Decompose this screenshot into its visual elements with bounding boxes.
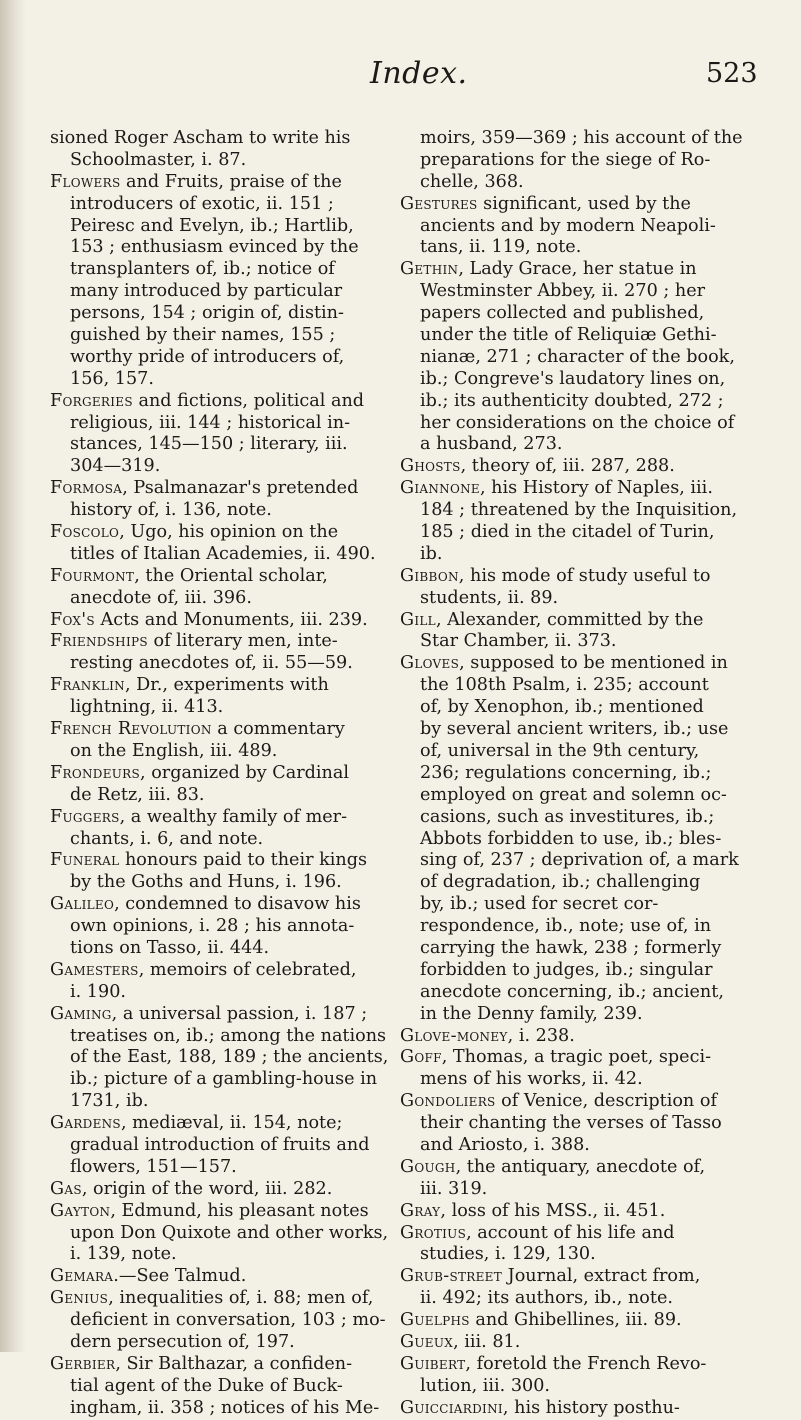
index-headword: Giannone — [400, 478, 480, 499]
index-text: lution, iii. 300. — [420, 1375, 551, 1396]
index-line — [50, 675, 372, 697]
index-text: casions, such as investitures, ib.; — [420, 806, 715, 827]
index-headword: Gayton — [50, 1200, 111, 1221]
running-head — [0, 56, 801, 96]
index-line — [50, 566, 372, 588]
index-line — [50, 1332, 372, 1354]
index-headword: Gestures — [400, 193, 478, 214]
index-text: employed on great and solemn oc- — [420, 784, 727, 805]
book-spine-shadow — [0, 0, 26, 1352]
index-text: , a wealthy family of mer- — [119, 806, 348, 827]
index-line — [50, 763, 372, 785]
index-line — [50, 413, 372, 435]
index-headword: Grotius — [400, 1222, 467, 1243]
index-text: chants, i. 6, and note. — [70, 828, 264, 849]
index-line — [50, 150, 372, 172]
index-line — [400, 784, 727, 807]
index-line — [400, 675, 720, 697]
index-text: by, ib.; used for secret cor- — [420, 894, 659, 915]
index-text: ib.; its authenticity doubted, 272 ; — [420, 390, 724, 411]
index-text: 153 ; enthusiasm evinced by the — [70, 237, 359, 258]
index-line — [400, 1244, 720, 1266]
index-headword: Gloves — [400, 653, 460, 674]
index-line — [50, 631, 372, 653]
index-line — [400, 216, 720, 238]
index-text: a husband, 273. — [420, 434, 563, 455]
index-text: , origin of the word, iii. 282. — [81, 1178, 333, 1199]
index-line — [50, 434, 372, 456]
index-line — [400, 368, 726, 391]
index-line — [50, 982, 372, 1004]
index-line — [50, 281, 372, 303]
index-text: and Ghibellines, iii. 89. — [469, 1310, 682, 1331]
index-text: deficient in conversation, 103 ; mo- — [70, 1310, 386, 1331]
index-text: chelle, 368. — [420, 171, 524, 192]
index-line — [50, 785, 372, 807]
index-headword: Flowers — [50, 171, 121, 192]
index-text: lightning, ii. 413. — [70, 697, 224, 718]
index-line — [400, 938, 720, 960]
index-line — [50, 1201, 372, 1223]
index-text: persons, 154 ; origin of, distin- — [70, 303, 344, 324]
index-line — [50, 1354, 372, 1376]
index-headword: Fox's — [50, 609, 95, 630]
index-text: , the Oriental scholar, — [134, 565, 328, 586]
index-text: , Alexander, committed by the — [435, 609, 704, 630]
index-headword: Grub-street — [400, 1266, 503, 1287]
index-line — [400, 588, 720, 610]
index-text: ii. 492; its authors, ib., note. — [420, 1288, 673, 1309]
index-line — [400, 850, 739, 872]
index-text: de Retz, iii. 83. — [70, 784, 205, 805]
index-line — [400, 303, 720, 325]
index-line — [50, 303, 372, 325]
index-text: of Venice, description of — [495, 1091, 717, 1112]
index-line — [400, 1398, 720, 1420]
index-headword: Gas — [50, 1178, 82, 1199]
index-line — [50, 391, 372, 413]
index-line — [400, 1376, 720, 1398]
index-headword: Forgeries — [50, 390, 133, 411]
index-text: studies, i. 129, 130. — [420, 1244, 596, 1265]
index-text: tions on Tasso, ii. 444. — [70, 937, 270, 958]
index-text: flowers, 151—157. — [70, 1156, 237, 1177]
index-text: ib. — [420, 543, 443, 564]
index-line — [50, 610, 372, 632]
index-line — [50, 1069, 378, 1091]
index-line — [50, 1047, 389, 1069]
index-text: gradual introduction of fruits and — [70, 1134, 370, 1155]
index-headword: Genius — [50, 1288, 109, 1309]
index-headword: Gerbier — [50, 1353, 116, 1374]
index-text: anecdote of, iii. 396. — [70, 587, 252, 608]
index-text: significant, used by the — [477, 193, 691, 214]
index-line — [50, 522, 372, 544]
index-headword: Gray — [400, 1200, 441, 1221]
index-line — [400, 981, 724, 1004]
index-line — [400, 1310, 720, 1332]
index-line — [400, 1288, 720, 1310]
index-text: , loss of his MSS., ii. 451. — [440, 1200, 666, 1221]
index-text: history of, i. 136, note. — [70, 500, 272, 521]
index-text: Abbots forbidden to use, ib.; bles- — [420, 828, 722, 849]
index-text: of degradation, ib.; challenging — [420, 872, 701, 893]
index-headword: Gueux — [400, 1331, 454, 1352]
index-line — [50, 872, 372, 894]
index-headword: Frondeurs — [50, 762, 141, 783]
index-headword: Fuggers — [50, 806, 120, 827]
index-headword: Friendships — [50, 631, 148, 652]
index-line — [50, 500, 372, 522]
index-headword: Gondoliers — [400, 1091, 496, 1112]
index-line — [400, 1223, 720, 1245]
running-title: Index. — [370, 56, 468, 91]
index-text: , Thomas, a tragic poet, speci- — [441, 1047, 712, 1068]
index-text: introducers of exotic, ii. 151 ; — [70, 193, 334, 214]
page-number: 523 — [706, 58, 758, 89]
index-text: of, universal in the 9th century, — [420, 740, 700, 761]
index-line — [400, 1004, 720, 1026]
index-line — [400, 390, 724, 413]
index-line — [50, 1025, 387, 1048]
index-text: , his history posthu- — [502, 1397, 680, 1418]
index-text: mens of his works, ii. 42. — [420, 1069, 643, 1090]
index-text: sing of, 237 ; deprivation of, a mark — [420, 850, 739, 871]
index-text: i. 190. — [70, 981, 126, 1002]
index-text: her considerations on the choice of — [420, 412, 735, 433]
index-headword: Guibert — [400, 1353, 466, 1374]
index-line — [50, 894, 372, 916]
index-text: sioned Roger Ascham to write his — [50, 128, 351, 148]
index-line — [50, 259, 372, 281]
index-line — [400, 281, 720, 303]
index-line — [400, 872, 720, 894]
index-line — [400, 544, 720, 566]
index-line — [50, 172, 372, 194]
index-text: by the Goths and Huns, i. 196. — [70, 872, 342, 893]
index-line — [400, 1157, 720, 1179]
index-text: , his History of Naples, iii. — [479, 478, 713, 499]
index-headword: Gough — [400, 1156, 456, 1177]
index-headword: Goff — [400, 1047, 442, 1068]
index-line — [400, 916, 720, 938]
index-text: ib.; picture of a gambling-house in — [70, 1069, 378, 1090]
index-headword: Gemara — [50, 1266, 114, 1287]
index-line — [50, 1113, 372, 1135]
index-text: under the title of Reliquiæ Gethi- — [420, 325, 717, 346]
index-text: , Sir Balthazar, a confiden- — [115, 1353, 353, 1374]
index-text: of literary men, inte- — [147, 631, 338, 652]
index-text: , supposed to be mentioned in — [459, 653, 728, 674]
index-text: , Ugo, his opinion on the — [119, 522, 339, 543]
index-text: , foretold the French Revo- — [465, 1353, 707, 1374]
index-line — [50, 1091, 372, 1113]
index-text: Peiresc and Evelyn, ib.; Hartlib, — [70, 215, 354, 236]
index-line — [50, 237, 372, 259]
index-text: , a universal passion, i. 187 ; — [111, 1003, 368, 1024]
index-text: nianæ, 271 ; character of the book, — [420, 346, 735, 367]
index-line — [50, 1004, 372, 1026]
index-text: religious, iii. 144 ; historical in- — [70, 412, 351, 433]
index-text: tial agent of the Duke of Buck- — [70, 1375, 343, 1396]
index-line — [400, 434, 720, 456]
index-text: , Psalmanazar's pretended — [122, 478, 359, 499]
index-text: Star Chamber, ii. 373. — [420, 631, 617, 652]
index-line — [50, 1135, 372, 1157]
index-text: , condemned to disavow his — [114, 894, 361, 915]
index-line — [400, 1026, 720, 1048]
index-headword: Ghosts — [400, 456, 461, 477]
index-text: Westminster Abbey, ii. 270 ; her — [420, 281, 706, 302]
index-text: treatises on, ib.; among the nations — [70, 1025, 387, 1046]
index-line — [400, 1113, 720, 1135]
index-line — [400, 741, 720, 763]
index-text: respondence, ib., note; use of, in — [420, 916, 712, 937]
index-headword: Gamesters — [50, 959, 139, 980]
index-line — [400, 237, 720, 259]
index-line — [400, 763, 720, 785]
index-headword: Funeral — [50, 850, 120, 871]
index-text: Schoolmaster, i. 87. — [70, 149, 247, 170]
index-text: , memoirs of celebrated, — [138, 959, 357, 980]
index-line — [50, 478, 372, 500]
index-text: iii. 319. — [420, 1178, 488, 1199]
index-line — [400, 500, 738, 522]
index-text: , organized by Cardinal — [140, 762, 349, 783]
index-text: , theory of, iii. 287, 288. — [460, 456, 675, 477]
index-headword: Glove-money — [400, 1025, 508, 1046]
index-line — [400, 1354, 720, 1376]
index-text: upon Don Quixote and other works, — [70, 1222, 389, 1243]
index-text: the 108th Psalm, i. 235; account — [420, 675, 709, 696]
index-line — [50, 194, 372, 216]
index-headword: Gill — [400, 609, 436, 630]
index-text: by several ancient writers, ib.; use — [420, 719, 729, 740]
index-headword: Gardens — [50, 1113, 121, 1134]
index-line — [400, 478, 720, 500]
index-line — [400, 456, 720, 478]
index-text: 156, 157. — [70, 368, 154, 389]
index-text: students, ii. 89. — [420, 587, 559, 608]
index-headword: Fourmont — [50, 565, 135, 586]
index-headword: Foscolo — [50, 522, 120, 543]
index-line — [50, 543, 376, 566]
index-line — [50, 1376, 372, 1398]
index-line — [50, 807, 372, 829]
index-text: in the Denny family, 239. — [420, 1003, 643, 1024]
index-line — [50, 1244, 372, 1266]
index-line — [50, 1222, 389, 1245]
index-text: their chanting the verses of Tasso — [420, 1113, 722, 1134]
index-line — [400, 412, 735, 435]
index-line — [400, 960, 720, 982]
index-line — [400, 325, 720, 347]
index-text: , i. 238. — [507, 1025, 575, 1046]
index-line — [400, 1266, 720, 1288]
index-text: ingham, ii. 358 ; notices of his Me- — [70, 1397, 380, 1418]
index-line — [50, 325, 372, 347]
index-headword: Gibbon — [400, 565, 459, 586]
index-text: honours paid to their kings — [119, 850, 368, 871]
index-line — [50, 741, 372, 763]
index-text: ancients and by modern Neapoli- — [420, 215, 716, 236]
index-line — [50, 1266, 372, 1288]
index-line — [400, 128, 743, 150]
index-text: anecdote concerning, ib.; ancient, — [420, 981, 724, 1002]
index-line — [50, 1397, 380, 1420]
index-line — [50, 128, 372, 150]
index-text: own opinions, i. 28 ; his annota- — [70, 916, 355, 937]
index-line — [50, 916, 372, 938]
index-text: , iii. 81. — [453, 1331, 521, 1352]
index-text: .—See Talmud. — [113, 1266, 247, 1287]
index-text: , inequalities of, i. 88; men of, — [108, 1288, 374, 1309]
index-text: 1731, ib. — [70, 1091, 149, 1112]
index-headword: Galileo — [50, 894, 115, 915]
index-headword: Guelphs — [400, 1310, 470, 1331]
index-text: 184 ; threatened by the Inquisition, — [420, 500, 738, 521]
index-text: and Ariosto, i. 388. — [420, 1134, 590, 1155]
index-line — [400, 719, 729, 741]
index-line — [50, 697, 372, 719]
index-line — [400, 522, 720, 544]
index-line — [50, 653, 372, 675]
index-line — [400, 894, 720, 916]
index-text: papers collected and published, — [420, 303, 705, 324]
index-line — [50, 216, 372, 238]
index-line — [50, 829, 372, 851]
index-line — [50, 347, 372, 369]
index-text: guished by their names, 155 ; — [70, 325, 336, 346]
index-text: 304—319. — [70, 456, 161, 477]
index-text: many introduced by particular — [70, 281, 343, 302]
index-line — [400, 653, 728, 675]
index-line — [400, 1091, 720, 1113]
index-line — [400, 829, 720, 851]
index-line — [50, 850, 372, 872]
index-line — [400, 172, 720, 194]
index-text: Acts and Monuments, iii. 239. — [94, 609, 368, 630]
index-line — [400, 346, 735, 369]
index-text: i. 139, note. — [70, 1244, 177, 1265]
index-headword: Gaming — [50, 1003, 112, 1024]
index-text: a commentary — [211, 719, 345, 740]
index-text: dern persecution of, 197. — [70, 1331, 295, 1352]
index-line — [400, 1135, 720, 1157]
index-text: stances, 145—150 ; literary, iii. — [70, 434, 348, 455]
index-text: , account of his life and — [466, 1222, 675, 1243]
index-line — [400, 1179, 720, 1201]
index-line — [400, 1047, 720, 1069]
index-line — [400, 807, 720, 829]
index-line — [400, 150, 720, 172]
index-text: transplanters of, ib.; notice of — [70, 259, 335, 280]
index-line — [50, 960, 372, 982]
index-text: forbidden to judges, ib.; singular — [420, 959, 713, 980]
index-line — [400, 631, 720, 653]
index-line — [400, 194, 720, 216]
index-text: titles of Italian Academies, ii. 490. — [70, 543, 376, 564]
index-text: worthy pride of introducers of, — [70, 346, 345, 367]
index-text: , the antiquary, anecdote of, — [455, 1156, 706, 1177]
index-text: , mediæval, ii. 154, note; — [120, 1113, 343, 1134]
index-column-right — [400, 128, 743, 1420]
index-line — [50, 456, 372, 478]
index-column-left — [50, 128, 389, 1420]
index-headword: Gethin — [400, 259, 459, 280]
index-text: preparations for the siege of Ro- — [420, 149, 711, 170]
index-text: moirs, 359—369 ; his account of the — [420, 128, 743, 148]
index-text: ib.; Congreve's laudatory lines on, — [420, 368, 726, 389]
index-text: , Dr., experiments with — [124, 675, 329, 696]
index-line — [400, 1201, 720, 1223]
index-text: tans, ii. 119, note. — [420, 237, 582, 258]
index-text: on the English, iii. 489. — [70, 740, 278, 761]
index-headword: Guicciardini — [400, 1397, 503, 1418]
index-line — [50, 938, 372, 960]
index-text: of, by Xenophon, ib.; mentioned — [420, 697, 704, 718]
index-line — [400, 259, 720, 281]
index-text: , Lady Grace, her statue in — [458, 259, 697, 280]
index-headword: French Revolution — [50, 719, 212, 740]
index-line — [400, 610, 720, 632]
index-line — [50, 1179, 372, 1201]
index-text: 185 ; died in the citadel of Turin, — [420, 522, 715, 543]
index-headword: Franklin — [50, 675, 125, 696]
index-text: carrying the hawk, 238 ; formerly — [420, 937, 722, 958]
index-line — [50, 719, 372, 741]
index-text: 236; regulations concerning, ib.; — [420, 762, 712, 783]
index-line — [400, 697, 720, 719]
index-line — [400, 1332, 720, 1354]
index-text: , Edmund, his pleasant notes — [110, 1200, 369, 1221]
index-line — [50, 369, 372, 391]
index-line — [50, 1288, 372, 1310]
index-line — [400, 1069, 720, 1091]
index-text: and Fruits, praise of the — [120, 171, 342, 192]
index-line — [50, 1157, 372, 1179]
index-text: of the East, 188, 189 ; the ancients, — [70, 1047, 389, 1068]
index-line — [400, 566, 720, 588]
index-text: resting anecdotes of, ii. 55—59. — [70, 653, 353, 674]
index-line — [50, 588, 372, 610]
index-text: , his mode of study useful to — [458, 565, 711, 586]
index-line — [50, 1310, 386, 1332]
index-text: and fictions, political and — [132, 390, 365, 411]
index-text: Journal, extract from, — [502, 1266, 701, 1287]
index-headword: Formosa — [50, 478, 123, 499]
